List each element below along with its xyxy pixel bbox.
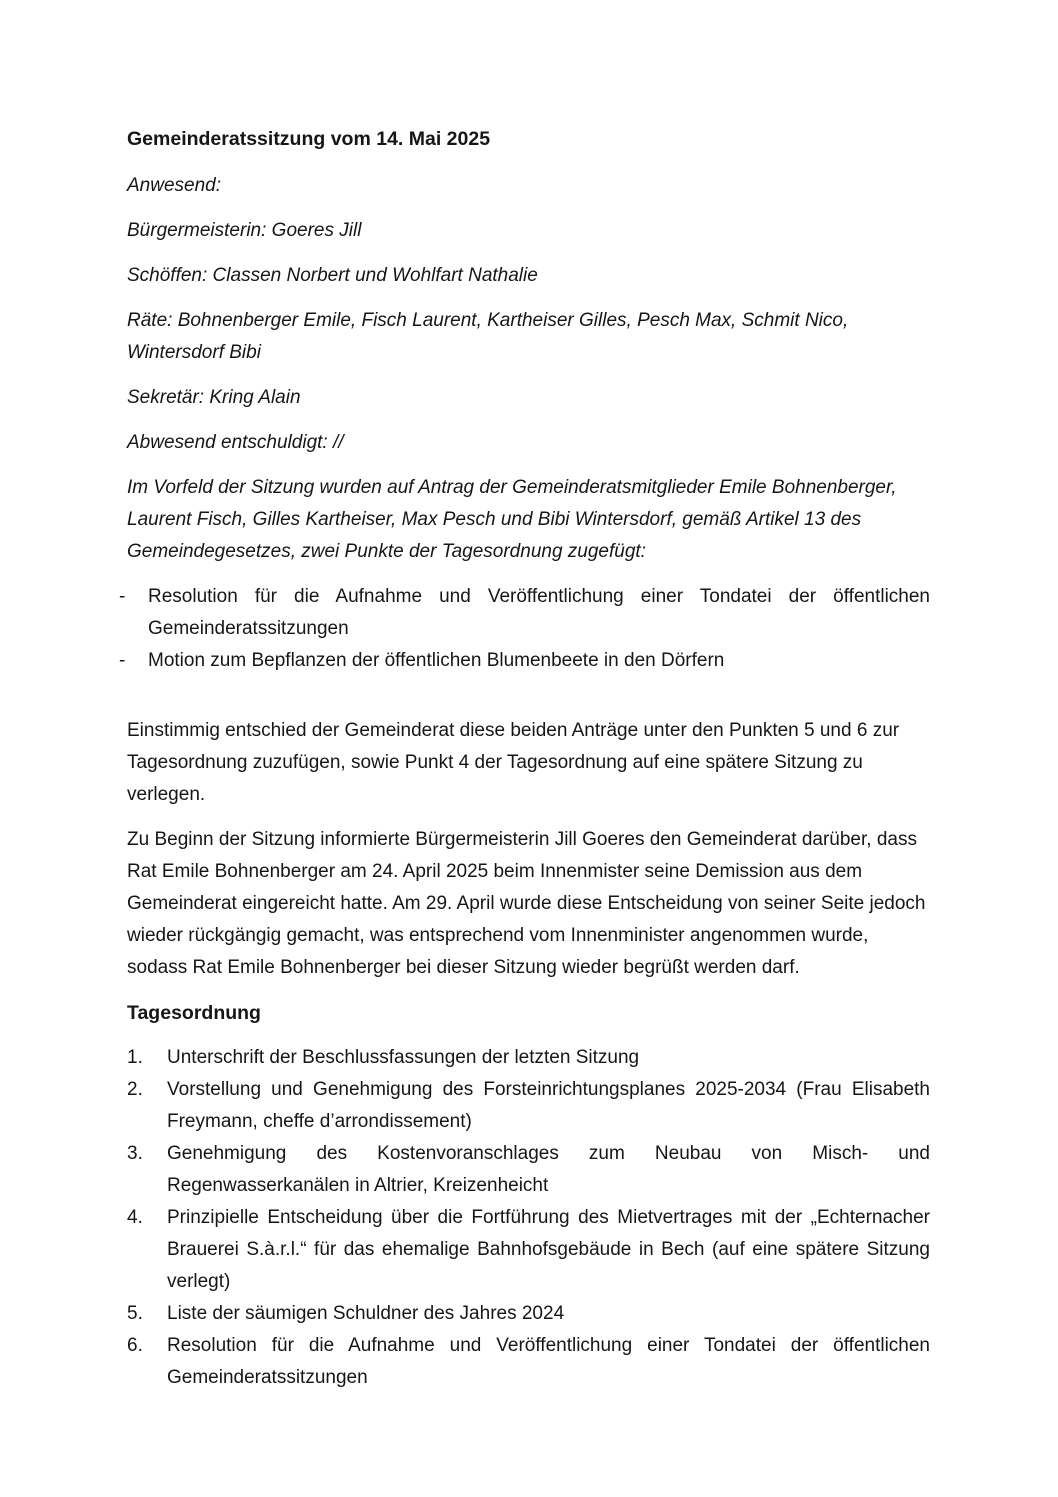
agenda-item [127, 1138, 930, 1202]
agenda-item-text: Unterschrift der Beschlussfassungen der letzten Sitzung [167, 1047, 640, 1068]
attendance-councillors: Räte: Bohnenberger Emile, Fisch Laurent, Kartheiser Gilles, Pesch Max, Schmit Nico, Wintersdorf Bibi [127, 310, 849, 363]
attendance-secretary: Sekretär: Kring Alain [127, 387, 301, 408]
agenda-item-number: 6. [127, 1335, 143, 1356]
added-point-text: Motion zum Bepflanzen der öffentlichen Blumenbeete in den Dörfern [148, 650, 725, 671]
agenda-item-number: 1. [127, 1047, 143, 1068]
agenda-item-text: Resolution für die Aufnahme und Veröffentlichung einer Tondatei der öffentlichen Gemeinderatssitzungen [167, 1335, 930, 1388]
dash-marker: - [119, 586, 126, 607]
agenda-item [127, 1202, 930, 1298]
agenda-list [127, 1042, 930, 1394]
attendance-mayor: Bürgermeisterin: Goeres Jill [127, 220, 362, 241]
agenda-item [127, 1042, 930, 1074]
added-point-item [119, 645, 930, 677]
info-paragraph: Zu Beginn der Sitzung informierte Bürgermeisterin Jill Goeres den Gemeinderat darüber, dass Rat Emile Bohnenberger am 24. April 2025 beim Innenmister seine Demission aus dem Gemeinderat eingereicht hatte. Am 29. April wurde diese Entscheidung von seiner Seite jedoch wieder rückgängig gemacht, was entsprechend vom Innenminister angenommen wurde, sodass Rat Emile Bohnenberger bei dieser Sitzung wieder begrüßt werden darf. [127, 829, 926, 978]
preamble-paragraph: Im Vorfeld der Sitzung wurden auf Antrag der Gemeinderatsmitglieder Emile Bohnenberger, Laurent Fisch, Gilles Kartheiser, Max Pesch und Bibi Wintersdorf, gemäß Artikel 13 des Gemeindegesetzes, zwei Punkte der Tagesordnung zugefügt: [127, 477, 897, 562]
agenda-item-text: Prinzipielle Entscheidung über die Fortführung des Mietvertrages mit der „Echternacher Brauerei S.à.r.l.“ für das ehemalige Bahnhofsgebäude in Bech (auf eine spätere Sitzung verlegt) [167, 1207, 930, 1292]
attendance-present-label: Anwesend: [127, 175, 222, 196]
agenda-item-text: Liste der säumigen Schuldner des Jahres 2024 [167, 1303, 565, 1324]
agenda-item-number: 4. [127, 1207, 143, 1228]
added-point-item [119, 581, 930, 645]
agenda-item [127, 1074, 930, 1138]
agenda-item-text: Genehmigung des Kostenvoranschlages zum Neubau von Misch- und Regenwasserkanälen in Altrier, Kreizenheicht [167, 1143, 930, 1196]
agenda-item-number: 2. [127, 1079, 143, 1100]
document-title: Gemeinderatssitzung vom 14. Mai 2025 [127, 128, 491, 150]
agenda-item-number: 5. [127, 1303, 143, 1324]
added-point-text: Resolution für die Aufnahme und Veröffentlichung einer Tondatei der öffentlichen Gemeinderatssitzungen [148, 586, 930, 639]
added-points-list [119, 581, 930, 677]
agenda-heading: Tagesordnung [127, 1002, 261, 1024]
spacer [127, 677, 930, 715]
agenda-item [127, 1330, 930, 1394]
decision-paragraph: Einstimmig entschied der Gemeinderat diese beiden Anträge unter den Punkten 5 und 6 zur Tagesordnung zuzufügen, sowie Punkt 4 der Tagesordnung auf eine spätere Sitzung zu verlegen. [127, 720, 900, 805]
dash-marker: - [119, 650, 126, 671]
attendance-aldermen: Schöffen: Classen Norbert und Wohlfart Nathalie [127, 265, 538, 286]
agenda-item-number: 3. [127, 1143, 143, 1164]
attendance-absent: Abwesend entschuldigt: // [127, 432, 344, 453]
agenda-item-text: Vorstellung und Genehmigung des Forsteinrichtungsplanes 2025-2034 (Frau Elisabeth Freymann, cheffe d’arrondissement) [167, 1079, 930, 1132]
agenda-item [127, 1298, 930, 1330]
